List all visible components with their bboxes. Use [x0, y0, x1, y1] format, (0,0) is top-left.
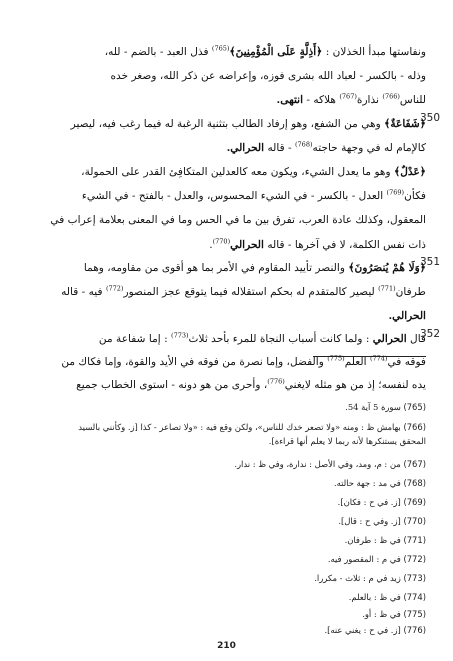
paragraph-text: .	[209, 238, 213, 251]
footnote-ref[interactable]: (776)	[267, 377, 285, 386]
footnote: (765) سورة 5 آية 54.	[345, 402, 426, 412]
footnote-ref[interactable]: (772)	[105, 284, 124, 293]
paragraph-text: فيه - قاله	[61, 286, 106, 299]
paragraph-352	[28, 328, 426, 397]
footnote-ref[interactable]: (771)	[378, 284, 396, 293]
paragraph-text: وهو ما يعدل الشيء، ويكون معه كالعدلين المتكافِئ القدر على الحمولة،	[81, 166, 394, 178]
footnote: (769) [ز. في ح : فكان].	[337, 497, 426, 507]
paragraph-text: ذات نفس الكلمة، لا في آخرها - قاله	[263, 238, 426, 251]
quran-quote: ﴿أَذِلَّةٍ عَلَى الْمُؤْمِنِينَ﴾	[229, 46, 323, 58]
author-name: الحرالي.	[388, 310, 426, 323]
intro-text: للناس	[399, 94, 426, 107]
footnote: (772) في م : المقصور فيه.	[327, 554, 426, 564]
footnote-ref[interactable]: (766)	[382, 92, 400, 101]
footnote: (774) في ظ : بالعلم.	[348, 592, 426, 602]
paragraph-text: كالإمام له في وجهة حاجته	[312, 142, 426, 155]
intro-paragraph	[28, 40, 426, 113]
paragraph-text: والفضل، وإما نصرة من فوقه في الأيد والقوة، وإما فكاك من	[61, 356, 328, 368]
author-name: الحرالي.	[226, 142, 265, 155]
document-page: ونفاستها مبدأ الخذلان : ﴿أَذِلَّةٍ عَلَى الْمُؤْمِنِينَ﴾$^{(765)}$ فذل العبد - بالضم - لله، وذله - بالكسر - لعباد الله بشرى فوزه، وإعراضه عن ذكر الله، وصغر خده للناس$^{(766)}$ نذارة$^{(767)}$ هلاكه - انتهى. 350 ﴿شَفَاعَةٌ﴾ وهي من الشفع، وهو إرفاد الطالب بتثنية الرغبة له فيما رغب فيه، ليصير كالإمام له في وجهة حاجته$^{(768)}$ - قاله الحرالي. ﴿عَدْلٌ﴾ وهو ما يعدل الشيء، ويكون معه كالعدلين المتكافِئ القدر على الحمولة، فكأن$^{(769)}$ العدل - بالكسر - في الشيء المحسوس، والعدل - بالفتح - في الشيء المعقول، وكذلك عادة العرب، تفرق بين ما في الحس وما في المعنى بعلامة إعراب في ذات نفس الكلمة، لا في آخرها - قاله الحرالي$^{(770)}$. 351 ﴿وَلَا هُمْ يُنصَرُونَ﴾ والنصر تأييد المقاوم في الأمر بما هو أقوى من مقاومه، وهما طرفان$^{(771)}$ ليصير كالمتقدم له بحكم استقلاله فيما يتوقع عجز المنصور$^{(772)}$ فيه - قاله الحرالي. 352 قال الحرالي : ولما كانت أسباب النجاة للمرء بأحد ثلاث$^{(773)}$ : إما شفاعة من فوقه في$^{(774)}$ العلم$^{(775)}$ والفضل، وإما نصرة من فوقه في الأيد والقوة، وإما فكاك من يده لنفسه؛ إذ من هو مثله لايغني$^{(776)}$، وأحرى من هو دونه - استوى الخطاب جميع (765) سورة 5 آية 54. (766) بهامش ظ : ومنه «ولا تصعر خدك للناس»، ولكن وقع فيه : «ولا تصاعر - كذا [ز. وكأنني بالسيد المحقق يستنكرها لأنه ربما لا يعلم أنها قراءة]. (767) من : م، ومد، وفي الأصل : ندارة، وفي ظ : ندار. (768) في مد : جهة حالته. (769) [ز. في ح : فكان]. (770) [ز. وفي ح : قال]. (771) في ظ : طرفان. (772) في م : المقصور فيه. (773) زيد في م : ثلاث - مكررا. (774) في ظ : بالعلم. (775) في ظ : أو. (776) [ز. في ح : يغني عنه]. 210	[0, 0, 453, 661]
paragraph-text: : إما شفاعة من	[98, 333, 172, 345]
footnote-ref[interactable]: (773)	[171, 331, 189, 340]
paragraph-text: ليصير كالمتقدم له بحكم استقلاله فيما يتوقع عجز المنصور	[123, 286, 379, 299]
paragraph-text: فكأن	[404, 190, 426, 203]
quran-quote: ﴿وَلَا هُمْ يُنصَرُونَ﴾	[348, 262, 426, 274]
paragraph-350	[28, 112, 426, 160]
footnote: (776) [ز. في ح : يغني عنه].	[324, 625, 426, 635]
paragraph-text: طرفان	[395, 286, 426, 299]
intro-text: فذل العبد - بالضم - لله،	[104, 46, 212, 58]
footnote-continuation: المحقق يستنكرها لأنه ربما لا يعلم أنها قراءة].	[268, 436, 426, 446]
paragraph-text: فوقه في	[387, 356, 426, 368]
footnote-divider	[313, 356, 426, 357]
paragraph-text: العلم	[344, 356, 370, 368]
footnote: (771) في ظ : طرفان.	[344, 535, 426, 545]
intro-end-word: انتهى.	[276, 94, 304, 107]
footnote: (767) من : م، ومد، وفي الأصل : ندارة، وفي ظ : ندار.	[234, 459, 426, 469]
footnote-ref[interactable]: (774)	[369, 354, 388, 363]
footnote-ref[interactable]: (767)	[339, 92, 357, 101]
paragraph-text: العدل - بالكسر - في الشيء المحسوس، والعدل - بالفتح - في الشيء	[81, 190, 387, 203]
page-number: 210	[217, 641, 236, 651]
footnote-ref[interactable]: (770)	[212, 237, 231, 246]
intro-text: وذله - بالكسر - لعباد الله بشرى فوزه، وإعراضه عن ذكر الله، وصغر خده	[110, 70, 426, 83]
paragraph-351	[28, 256, 426, 329]
footnote-ref[interactable]: (765)	[211, 44, 230, 53]
intro-text: ونفاستها مبدأ الخذلان :	[322, 46, 426, 58]
paragraph-text: : ولما كانت أسباب النجاة للمرء بأحد ثلاث	[188, 333, 373, 345]
paragraph-text: قال	[406, 333, 426, 345]
intro-text: هلاكه -	[303, 94, 340, 107]
footnote-ref[interactable]: (775)	[327, 354, 345, 363]
paragraph-text: المعقول، وكذلك عادة العرب، تفرق بين ما في الحس وما في المعنى بعلامة إعراب في	[50, 214, 426, 227]
quran-quote: ﴿شَفَاعَةٌ﴾	[384, 118, 426, 130]
paragraph-text: يده لنفسه؛ إذ من هو مثله لايغني	[284, 379, 426, 391]
footnote: (773) زيد في م : ثلاث - مكررا.	[314, 573, 426, 583]
footnote: (770) [ز. وفي ح : قال].	[338, 516, 426, 526]
footnote: (768) في مد : جهة حالته.	[333, 478, 426, 488]
footnote: (775) في ظ : أو.	[362, 609, 426, 619]
paragraph-text: والنصر تأييد المقاوم في الأمر بما هو أقوى من مقاومه، وهما	[83, 262, 349, 274]
paragraph-text: - قاله	[264, 142, 295, 155]
author-name: الحرالي	[372, 333, 407, 345]
intro-text: نذارة	[356, 94, 383, 107]
paragraph-text: وهي من الشفع، وهو إرفاد الطالب بتثنية الرغبة له فيما رغب فيه، ليصير	[70, 118, 385, 130]
author-name: الحرالي	[230, 238, 264, 251]
footnote-ref[interactable]: (768)	[295, 140, 313, 149]
footnote-ref[interactable]: (769)	[386, 188, 405, 197]
footnote: (766) بهامش ظ : ومنه «ولا تصعر خدك للناس»، ولكن وقع فيه : «ولا تصاعر - كذا [ز. وكأنني بالسيد	[78, 422, 426, 432]
paragraph-350-adl	[28, 160, 426, 257]
quran-quote: ﴿عَدْلٌ﴾	[394, 166, 426, 178]
paragraph-text: ، وأحرى من هو دونه - استوى الخطاب جميع	[76, 379, 268, 391]
